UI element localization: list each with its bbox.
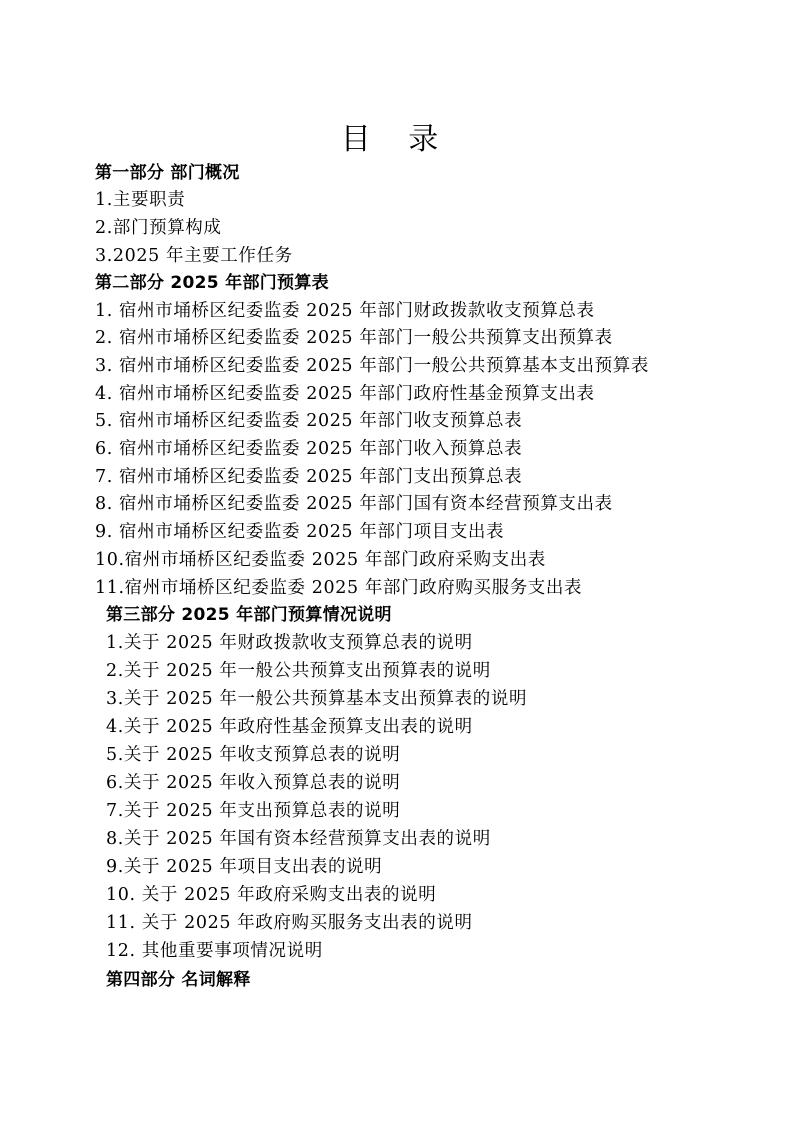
part3-item: 2.关于 2025 年一般公共预算支出预算表的说明 [106, 661, 491, 681]
part1-item: 1.主要职责 [95, 190, 186, 210]
part1-item: 3.2025 年主要工作任务 [95, 246, 293, 266]
part3-item: 6.关于 2025 年收入预算总表的说明 [106, 773, 401, 793]
part2-item: 7. 宿州市埇桥区纪委监委 2025 年部门支出预算总表 [95, 467, 523, 487]
part2-item: 9. 宿州市埇桥区纪委监委 2025 年部门项目支出表 [95, 522, 505, 542]
part3-item: 10. 关于 2025 年政府采购支出表的说明 [106, 885, 437, 905]
part2-item: 3. 宿州市埇桥区纪委监委 2025 年部门一般公共预算基本支出预算表 [95, 356, 649, 376]
part3-item: 12. 其他重要事项情况说明 [106, 941, 323, 961]
part2-item: 8. 宿州市埇桥区纪委监委 2025 年部门国有资本经营预算支出表 [95, 494, 613, 514]
part3-item: 8.关于 2025 年国有资本经营预算支出表的说明 [106, 829, 491, 849]
part3-item: 9.关于 2025 年项目支出表的说明 [106, 857, 383, 877]
part2-heading: 第二部分 2025 年部门预算表 [95, 273, 329, 293]
part2-item: 1. 宿州市埇桥区纪委监委 2025 年部门财政拨款收支预算总表 [95, 301, 595, 321]
part3-item: 7.关于 2025 年支出预算总表的说明 [106, 801, 401, 821]
part3-heading: 第三部分 2025 年部门预算情况说明 [106, 605, 392, 625]
page-title: 目 录 [340, 122, 453, 157]
part2-item: 4. 宿州市埇桥区纪委监委 2025 年部门政府性基金预算支出表 [95, 384, 595, 404]
part3-item: 4.关于 2025 年政府性基金预算支出表的说明 [106, 717, 473, 737]
part3-item: 5.关于 2025 年收支预算总表的说明 [106, 745, 401, 765]
part1-item: 2.部门预算构成 [95, 218, 222, 238]
part3-item: 11. 关于 2025 年政府购买服务支出表的说明 [106, 913, 473, 933]
part2-item: 2. 宿州市埇桥区纪委监委 2025 年部门一般公共预算支出预算表 [95, 328, 613, 348]
part3-item: 1.关于 2025 年财政拨款收支预算总表的说明 [106, 633, 473, 653]
part2-item: 10.宿州市埇桥区纪委监委 2025 年部门政府采购支出表 [95, 550, 546, 570]
part2-item: 11.宿州市埇桥区纪委监委 2025 年部门政府购买服务支出表 [95, 578, 583, 598]
part2-item: 5. 宿州市埇桥区纪委监委 2025 年部门收支预算总表 [95, 411, 523, 431]
part4-heading: 第四部分 名词解释 [106, 970, 251, 990]
part3-item: 3.关于 2025 年一般公共预算基本支出预算表的说明 [106, 689, 528, 709]
part2-item: 6. 宿州市埇桥区纪委监委 2025 年部门收入预算总表 [95, 439, 523, 459]
part1-heading: 第一部分 部门概况 [95, 163, 240, 183]
